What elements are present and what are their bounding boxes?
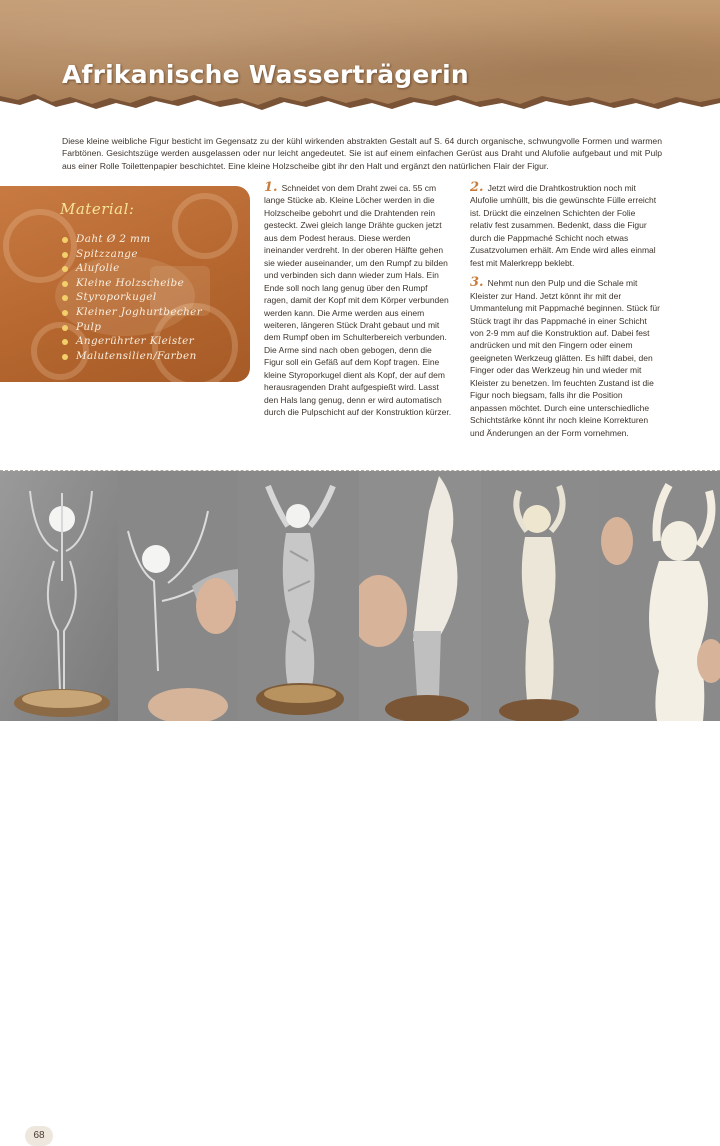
bullet-icon — [62, 295, 68, 301]
material-heading: Material: — [60, 200, 135, 218]
intro-paragraph: Diese kleine weibliche Figur besticht im Gegensatz zu der kühl wirkenden abstrakten Gestalt auf S. 64 durch organische, schwungvolle Formen und warmen Farbtönen. Gesichtszüge werden ausgelassen oder nur leicht angedeutet. Sie ist auf einem einfachen Gerüst aus Draht und Alufolie aufgebaut und mit Pulp aus einer Rolle Toilettenpapier beschichtet. Eine kleine Holzscheibe gibt ihr den Halt und ergänzt den natürlichen Flair der Figur. — [62, 135, 662, 171]
step-text: Nehmt nun den Pulp und die Schale mit Kleister zur Hand. Jetzt könnt ihr mit der Ummantelung mit Pappmaché beginnen. Stück für Stück tragt ihr das Pappmaché in einer Schicht von 2-9 mm auf die Konstruktion auf. Dabei fest andrücken und mit den Fingern oder einem geeigneten Werkzeug glätten. Es hilft dabei, den Finger oder das Werkzeug hin und wieder mit Kleister zu benetzen. Im feuchten Zustand ist die Figur noch biegsam, falls ihr die Position anpassen möchtet. Durch eine unterschiedliche Schichtstärke könnt ihr noch kleine Korrekturen und Änderungen an der Form vornehmen. — [470, 278, 660, 438]
bullet-icon — [62, 252, 68, 258]
photo-applying-pulp — [359, 471, 482, 721]
photo-smoothed-figure — [599, 471, 720, 721]
bullet-icon — [62, 237, 68, 243]
step-1 — [264, 182, 452, 419]
material-item: Alufolie — [62, 261, 202, 276]
material-item: Kleine Holzscheibe — [62, 276, 202, 291]
bullet-icon — [62, 339, 68, 345]
step-number: 1. — [264, 180, 278, 195]
photo-foil-figure — [238, 471, 360, 721]
bullet-icon — [62, 266, 68, 272]
step-text: Jetzt wird die Drahtkostruktion noch mit Alufolie umhüllt, bis die gewünschte Fülle erreicht ist. Drückt die einzelnen Schichten der Folie relativ fest zusammen. Bedenkt, dass die Figur durch die Pappmaché Schicht noch etwas Zusatzvolumen erhält. Am Ende wird alles einmal fest mit Malerkrepp beklebt. — [470, 183, 657, 268]
photo-strip — [0, 470, 720, 1141]
material-item: Daht Ø 2 mm — [62, 232, 202, 247]
photo-covered-figure — [481, 471, 600, 721]
page-number: 68 — [25, 1126, 53, 1146]
material-list — [62, 232, 202, 363]
material-item: Angerührter Kleister — [62, 334, 202, 349]
material-box — [0, 186, 250, 382]
material-item: Styroporkugel — [62, 290, 202, 305]
page-title: Afrikanische Wasserträgerin — [62, 60, 469, 89]
step-number: 2. — [470, 180, 484, 195]
bullet-icon — [62, 310, 68, 316]
bullet-icon — [62, 281, 68, 287]
header-banner — [0, 0, 720, 115]
step-2 — [470, 182, 660, 269]
step-number: 3. — [470, 275, 484, 291]
material-item: Pulp — [62, 320, 202, 335]
photo-wire-armature — [0, 471, 119, 721]
material-item: Kleiner Joghurtbecher — [62, 305, 202, 320]
step-text: Schneidet von dem Draht zwei ca. 55 cm lange Stücke ab. Kleine Löcher werden in die Holzscheibe gebohrt und die Drahtenden rein gesteckt. Zwei gleich lange Drähte gucken jetzt aus dem Podest heraus. Diese werden ineinander verdreht. In der oberen Hälfte gehen sie wieder auseinander, um den Rumpf zu bilden und verbinden sich dann wieder zum Hals. Ein Ende soll noch lang genug über den Rumpf ragen, damit der Kopf mit dem Körper verbunden werden kann. Die Arme werden aus einem weiteren, längeren Stück Draht gebaut und mit dem Rumpf oben im Schulterbereich verbunden. Die Arme sind nach oben gebogen, denn die Figur soll ein Gefäß auf dem Kopf tragen. Eine kleine Styroporkugel dient als Kopf, der auf dem herausragenden Draht aufgespießt wird. Lasst den Hals lang genug, denn er wird automatisch durch die Pulpschicht auf der Konstruktion kürzer. — [264, 183, 452, 418]
material-item: Malutensilien/Farben — [62, 349, 202, 364]
instructions-column-right — [470, 182, 660, 443]
material-item: Spitzzange — [62, 247, 202, 262]
bullet-icon — [62, 354, 68, 360]
step-3 — [470, 277, 660, 439]
instructions-column-left — [264, 182, 452, 423]
bullet-icon — [62, 325, 68, 331]
photo-attaching-arms — [118, 471, 239, 721]
